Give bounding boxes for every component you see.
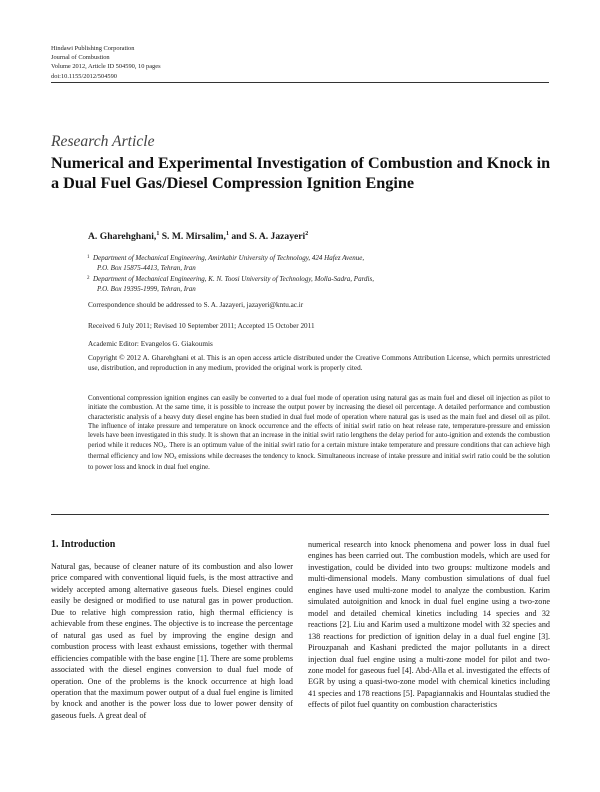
- copyright: Copyright © 2012 A. Gharehghani et al. This is an open access article distributed under the Creative Commons Attribution License, which permits unrestricted use, distribution, and reproduction in any medium, provided the original work is properly cited.: [88, 354, 550, 372]
- abstract: [88, 394, 550, 473]
- author-name: and S. A. Jazayeri: [228, 231, 306, 243]
- author-list: [88, 231, 308, 242]
- subscript: x: [163, 444, 166, 450]
- header-rule: [51, 82, 549, 83]
- affiliation-line: Department of Mechanical Engineering, K. N. Toosi University of Technology, Molla-Sadra, Pardis,: [93, 275, 374, 283]
- journal-name: Journal of Combustion: [51, 54, 110, 62]
- author-affil-mark: 2: [305, 231, 309, 237]
- dates: Received 6 July 2011; Revised 10 September 2011; Accepted 15 October 2011: [88, 322, 315, 330]
- author-name: A. Gharehghani,: [88, 231, 157, 243]
- affiliation-2: [88, 274, 528, 294]
- subscript: x: [174, 456, 177, 462]
- affiliation-line: Department of Mechanical Engineering, Amirkabir University of Technology, 424 Hafez Avenue,: [93, 254, 365, 262]
- affiliation-1: [88, 253, 528, 273]
- journal-info: [51, 44, 161, 81]
- author-affil-mark: 1: [225, 231, 229, 237]
- correspondence: Correspondence should be addressed to S. A. Jazayeri, jazayeri@kntu.ac.ir: [88, 301, 304, 309]
- abstract-text: emissions while decreases the tendency to knock. Simultaneous increase of intake pressure and initial swirl ratio could be the solution to power loss and knock in dual fuel engine.: [88, 453, 551, 472]
- body-column-right: numerical research into knock phenomena and power loss in dual fuel engines has been carried out. The combustion models, which are used for investigation, could be divided into two groups: multizone models and multi-dimensional models. Many combustion simulations of dual fuel engines have used multi-zone model to analyze the combustion. Karim simulated autoignition and knock in dual fuel engine using a two-zone model and detailed chemical kinetics including 14 species and 32 reactions [2]. Liu and Karim used a multizone model with 32 species and 138 reactions for prediction of ignition delay in a dual fuel engine [3]. Pirouzpanah and Kashani predicted the major pollutants in a direct injection dual fuel engine using a multi-zone model for pilot and two-zone model for gaseous fuel [4]. Abd-Alla et al. investigated the effects of EGR by using a quasi-two-zone model with chemical kinetics including 41 species and 178 reactions [5]. Papagiannakis and Hountalas studied the effects of pilot fuel quantity on combustion characteristics: [308, 540, 550, 710]
- affiliation-line: P.O. Box 15875-4413, Tehran, Iran: [97, 264, 196, 273]
- abstract-text: . There is an optimum value of the initial swirl ratio for a certain mixture intake temperature and pressure conditions that can achieve high thermal efficiency and low NO: [88, 441, 550, 461]
- abstract-text: Conventional compression ignition engines can easily be converted to a dual fuel mode of operation using natural gas as main fuel and diesel oil injection as pilot to initiate the combustion. At the same time, it is possible to increase the output power by increasing the diesel oil percentage. A detailed performance and combustion characteristic analysis of a heavy duty diesel engine has been studied in dual fuel mode of operation where natural gas is used as the main fuel and diesel oil as pilot. The influence of intake pressure and temperature on knock occurrence and the effects of initial swirl ratio on heat release rate, temperature-pressure and emission levels have been investigated in this study. It is shown that an increase in the initial swirl ratio lengthens the delay period for auto-ignition and extends the combustion period while it reduces NO: [88, 395, 550, 449]
- publisher: Hindawi Publishing Corporation: [51, 45, 135, 52]
- author-name: S. M. Mirsalim,: [159, 231, 226, 243]
- volume-line: Volume 2012, Article ID 504590, 10 pages: [51, 63, 161, 71]
- doi: doi:10.1155/2012/504590: [51, 72, 117, 80]
- affiliation-label: 2: [87, 276, 90, 281]
- affiliation-line: P.O. Box 19395-1999, Tehran, Iran: [97, 285, 196, 294]
- academic-editor: Academic Editor: Evangelos G. Giakoumis: [88, 340, 213, 348]
- body-column-left: Natural gas, because of cleaner nature of its combustion and also lower price compared with conventional liquid fuels, is the most attractive and widely accepted among alternative gaseous fuels. Diesel engines could easily be designed or modified to use natural gas in power production. Due to relative high compression ratio, high thermal efficiency is achievable from these engines. The objective is to increase the percentage of natural gas used as fuel by improving the engine design and combustion process with least exhaust emissions, together with thermal efficiencies compatible with the base engine [1]. There are some problems associated with the diesel engines conversion to dual fuel mode of operation. One of the problems is the knock occurrence at high load operation that the maximum power output of a dual fuel engine is limited by knock and another is the power loss due to lower power density of gaseous fuels. A great deal of: [51, 562, 293, 720]
- author-affil-mark: 1: [156, 231, 160, 237]
- abstract-rule: [51, 514, 549, 515]
- section-heading: 1. Introduction: [51, 539, 116, 550]
- article-type: Research Article: [51, 133, 155, 150]
- paper-title: Numerical and Experimental Investigation of Combustion and Knock in a Dual Fuel Gas/Diesel Compression Ignition Engine: [51, 154, 551, 192]
- affiliation-label: 1: [87, 255, 90, 260]
